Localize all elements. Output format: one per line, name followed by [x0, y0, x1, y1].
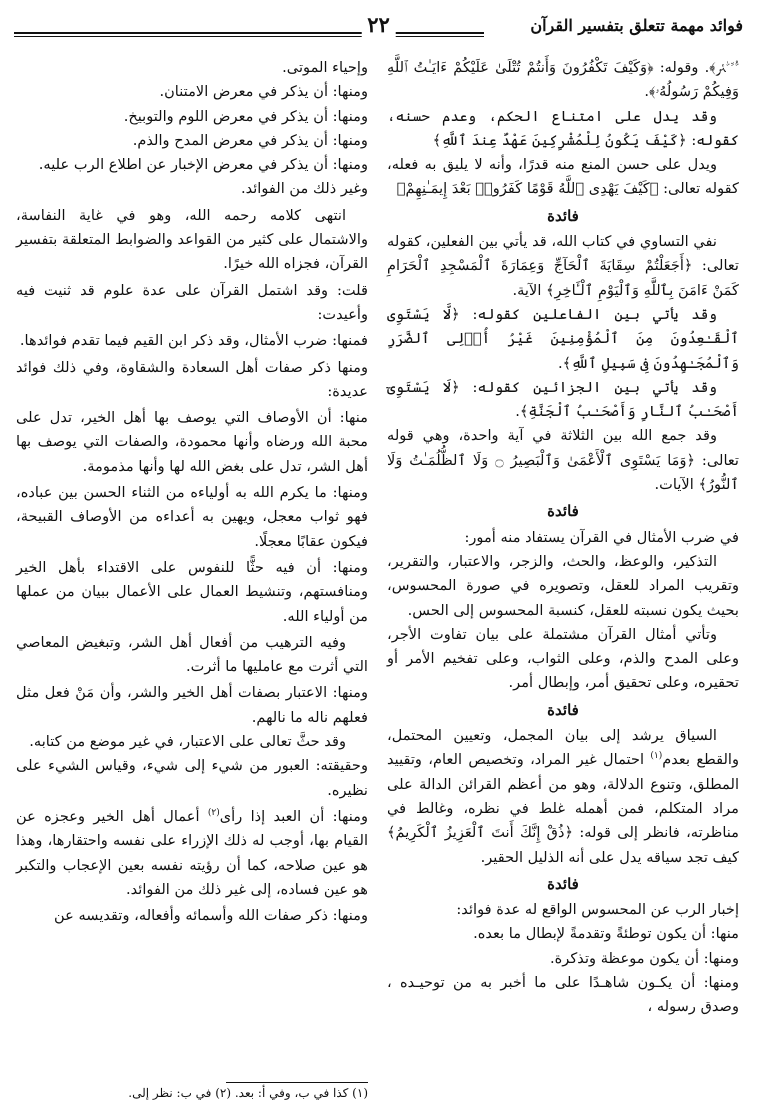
paragraph: في ضرب الأمثال في القرآن يستفاد منه أمور: — [464, 528, 739, 546]
running-title: فوائد مهمة تتعلق بتفسير القرآن — [530, 16, 743, 35]
paragraph: إخبار الرب عن المحسوس الواقع له عدة فوائد: — [456, 901, 739, 919]
paragraph: وقد يدل على امتناع الحكم، وعدم حسنه، كقوله: ﴿كَيْفَ يَكُونُ لِلْمُشْرِكِينَ عَهْدٌ عِندَ ٱللَّهِ﴾ — [387, 107, 739, 149]
paragraph: وحقيقته: العبور من شيء إلى شيء، وقياس الشيء على نظيره. — [16, 757, 368, 799]
paragraph: وقد جمع الله بين الثلاثة في آية واحدة، وهي قوله تعالى: ﴿وَمَا يَسْتَوِى ٱلْأَعْمَىٰ وَٱلْبَصِيرُ ۝ وَلَا ٱلظُّلُمَـٰتُ وَلَا ٱلنُّورُ﴾ الآيات. — [387, 427, 739, 494]
paragraph: ويدل على حسن المنع منه قدرًا، وأنه لا يليق به فعله، كقوله تعالى: ﴿كَيْفَ يَهْدِى ٱللَّهُ قَوْمًا كَفَرُوا۟ بَعْدَ إِيمَـٰنِهِمْ﴾ — [387, 156, 739, 198]
paragraph: ومنها: أن يذكر في معرض المدح والذم. — [132, 131, 368, 149]
paragraph: وقد يأتي بين الفاعلين كقوله: ﴿لَّا يَسْتَوِى ٱلْقَـٰعِدُونَ مِنَ ٱلْمُؤْمِنِينَ غَيْرُ أُو۟لِى ٱلضَّرَرِ وَٱلْمُجَـٰهِدُونَ فِى سَبِيلِ ٱللَّهِ﴾. — [387, 305, 739, 372]
paragraph: فمنها: ضرب الأمثال، وقد ذكر ابن القيم فيما تقدم فوائدها. — [19, 332, 368, 350]
paragraph: ومنها ذكر صفات أهل السعادة والشقاوة، وفي ذلك فوائد عديدة: — [16, 358, 368, 400]
paragraph: منها: أن يكون توطئةً وتقدمةً لإبطال ما بعده. — [473, 925, 739, 943]
paragraph: ومنها: أن يكون موعظة وتذكرة. — [550, 949, 739, 967]
paragraph: ومنها: ذكر صفات الله وأسمائه وأفعاله، وتقديسه عن — [54, 907, 368, 925]
paragraph: ﱡﱢﱣﱤ﴾. وقوله: ﴿وَكَيْفَ تَكْفُرُونَ وَأَنتُمْ تُتْلَىٰ عَلَيْكُمْ ءَايَـٰتُ ٱللَّهِ وَفِيكُمْ رَسُولُهُۥ﴾. — [387, 59, 739, 101]
header-rule — [14, 32, 484, 37]
paragraph: التذكير، والوعظ، والحث، والزجر، والاعتبار، والتقرير، وتقريب المراد للعقل، وتصويره في صورة المحسوس، بحيث يكون نسبته للعقل، كنسبة المحسوس إلى الحس. — [387, 552, 739, 619]
paragraph: انتهى كلامه رحمه الله، وهو في غاية النفاسة، والاشتمال على كثير من القواعد والضوابط المتعلقة بتفسير القرآن، فجزاه الله خيرًا. — [16, 206, 368, 273]
footnote-marker: (١) — [650, 751, 663, 762]
paragraph: ومنها: أن يذكر في معرض الإخبار عن اطلاع الرب عليه. — [38, 156, 368, 174]
paragraph: وقد حثَّ تعالى على الاعتبار، في غير موضع من كتابه. — [29, 733, 346, 751]
paragraph: ومنها: أن يذكر في معرض الامتنان. — [159, 83, 368, 101]
paragraph: وتأتي أمثال القرآن مشتملة على بيان تفاوت الأجر، وعلى المدح والذم، وعلى الثواب، وعلى تفخيم الأمر أو تحقيره، وعلى تحقيق أمر، وإبطال أمر. — [387, 625, 739, 692]
page-number: ٢٢ — [361, 12, 396, 37]
section-heading: فائدة — [547, 700, 579, 719]
paragraph: وقد يأتي بين الجزائين كقوله: ﴿لَا يَسْتَوِىٓ أَصْحَـٰبُ ٱلنَّارِ وَأَصْحَـٰبُ ٱلْجَنَّةِ﴾. — [387, 378, 739, 421]
section-heading: فائدة — [547, 502, 579, 521]
paragraph — [16, 805, 368, 902]
paragraph-text: ومنها: أن العبد إذا رأى — [219, 807, 368, 825]
paragraph: ومنها: ما يكرم الله به أولياءه من الثناء الحسن بين عباده، فهو ثواب معجل، ويهين به أعداءه من الأوصاف القبيحة، فيكون عقابًا معجلًا. — [16, 484, 368, 550]
paragraph: منها: أن الأوصاف التي يوصف بها أهل الخير، تدل على محبة الله ورضاه وأنها محمودة، والصفات التي يوصف بها أهل الشر، تدل على بغض الله لها وأنها مذمومة. — [16, 409, 368, 475]
paragraph — [387, 724, 739, 870]
paragraph: وغير ذلك من الفوائد. — [240, 180, 368, 198]
paragraph-text: احتمال غير المراد، وتخصيص العام، وتقييد المطلق، وتنوع الدلالة، وهو من أعظم القرائن الدالة على مراد المتكلم، فمن أهمله غلط في نظره، وغالط في مناظرته، فانظر إلى قوله: ﴿ذُقْ إِنَّكَ أَنتَ ٱلْعَزِيزُ ٱلْكَرِيمُ﴾ كيف تجد سياقه يدل على أنه الذليل الحقير. — [387, 751, 739, 866]
paragraph: وإحياء الموتى. — [282, 59, 368, 76]
paragraph: وفيه الترهيب من أفعال أهل الشر، وتبغيض المعاصي التي أثرت مع عامليها ما أثرت. — [16, 633, 368, 676]
paragraph: ومنها: أن يكـون شاهـدًا على ما أخبر به من توحيـده ، وصدق رسوله ، — [387, 973, 739, 1016]
section-heading: فائدة — [547, 206, 579, 225]
paragraph: ومنها: أن يذكر في معرض اللوم والتوبيخ. — [123, 107, 368, 125]
left-column — [16, 56, 368, 928]
right-column — [387, 56, 739, 1020]
section-heading: فائدة — [547, 874, 579, 893]
footnotes: (١) كذا في ب، وفي أ: بعد. (٢) في ب: نظر إلى. — [128, 1086, 368, 1100]
paragraph: نفي التساوي في كتاب الله، قد يأتي بين الفعلين، كقوله تعالى: ﴿أَجَعَلْتُمْ سِقَايَةَ ٱلْحَآجِّ وَعِمَارَةَ ٱلْمَسْجِدِ ٱلْحَرَامِ كَمَنْ ءَامَنَ بِٱللَّهِ وَٱلْيَوْمِ ٱلْـَٔاخِرِ﴾ الآية. — [387, 233, 739, 299]
footnote-marker: (٢) — [207, 808, 220, 819]
paragraph-text: أعمال أهل الخير وعجزه عن القيام بها، أوجب له ذلك الإزراء على نفسه واحتقارها، وهذا هو عين صلاحه، كما أن رؤيته نفسه بعين الإعجاب والتكبر هو عين فساده، إلى غير ذلك من الفوائد. — [16, 807, 368, 898]
paragraph-text: السياق يرشد إلى بيان المجمل، وتعيين المحتمل، والقطع بعدم — [387, 727, 739, 769]
paragraph: قلت: وقد اشتمل القرآن على عدة علوم قد ثنيت فيه وأعيدت: — [16, 281, 368, 323]
page-header — [14, 8, 743, 48]
paragraph: ومنها: أن فيه حثًّا للنفوس على الاقتداء بأهل الخير ومنافستهم، وتنشيط العمال على الأعمال ببيان من عملها من أولياء الله. — [16, 558, 368, 625]
footnote-rule — [226, 1082, 368, 1083]
paragraph: ومنها: الاعتبار بصفات أهل الخير والشر، وأن مَنْ فعل مثل فعلهم ناله ما نالهم. — [16, 684, 368, 726]
